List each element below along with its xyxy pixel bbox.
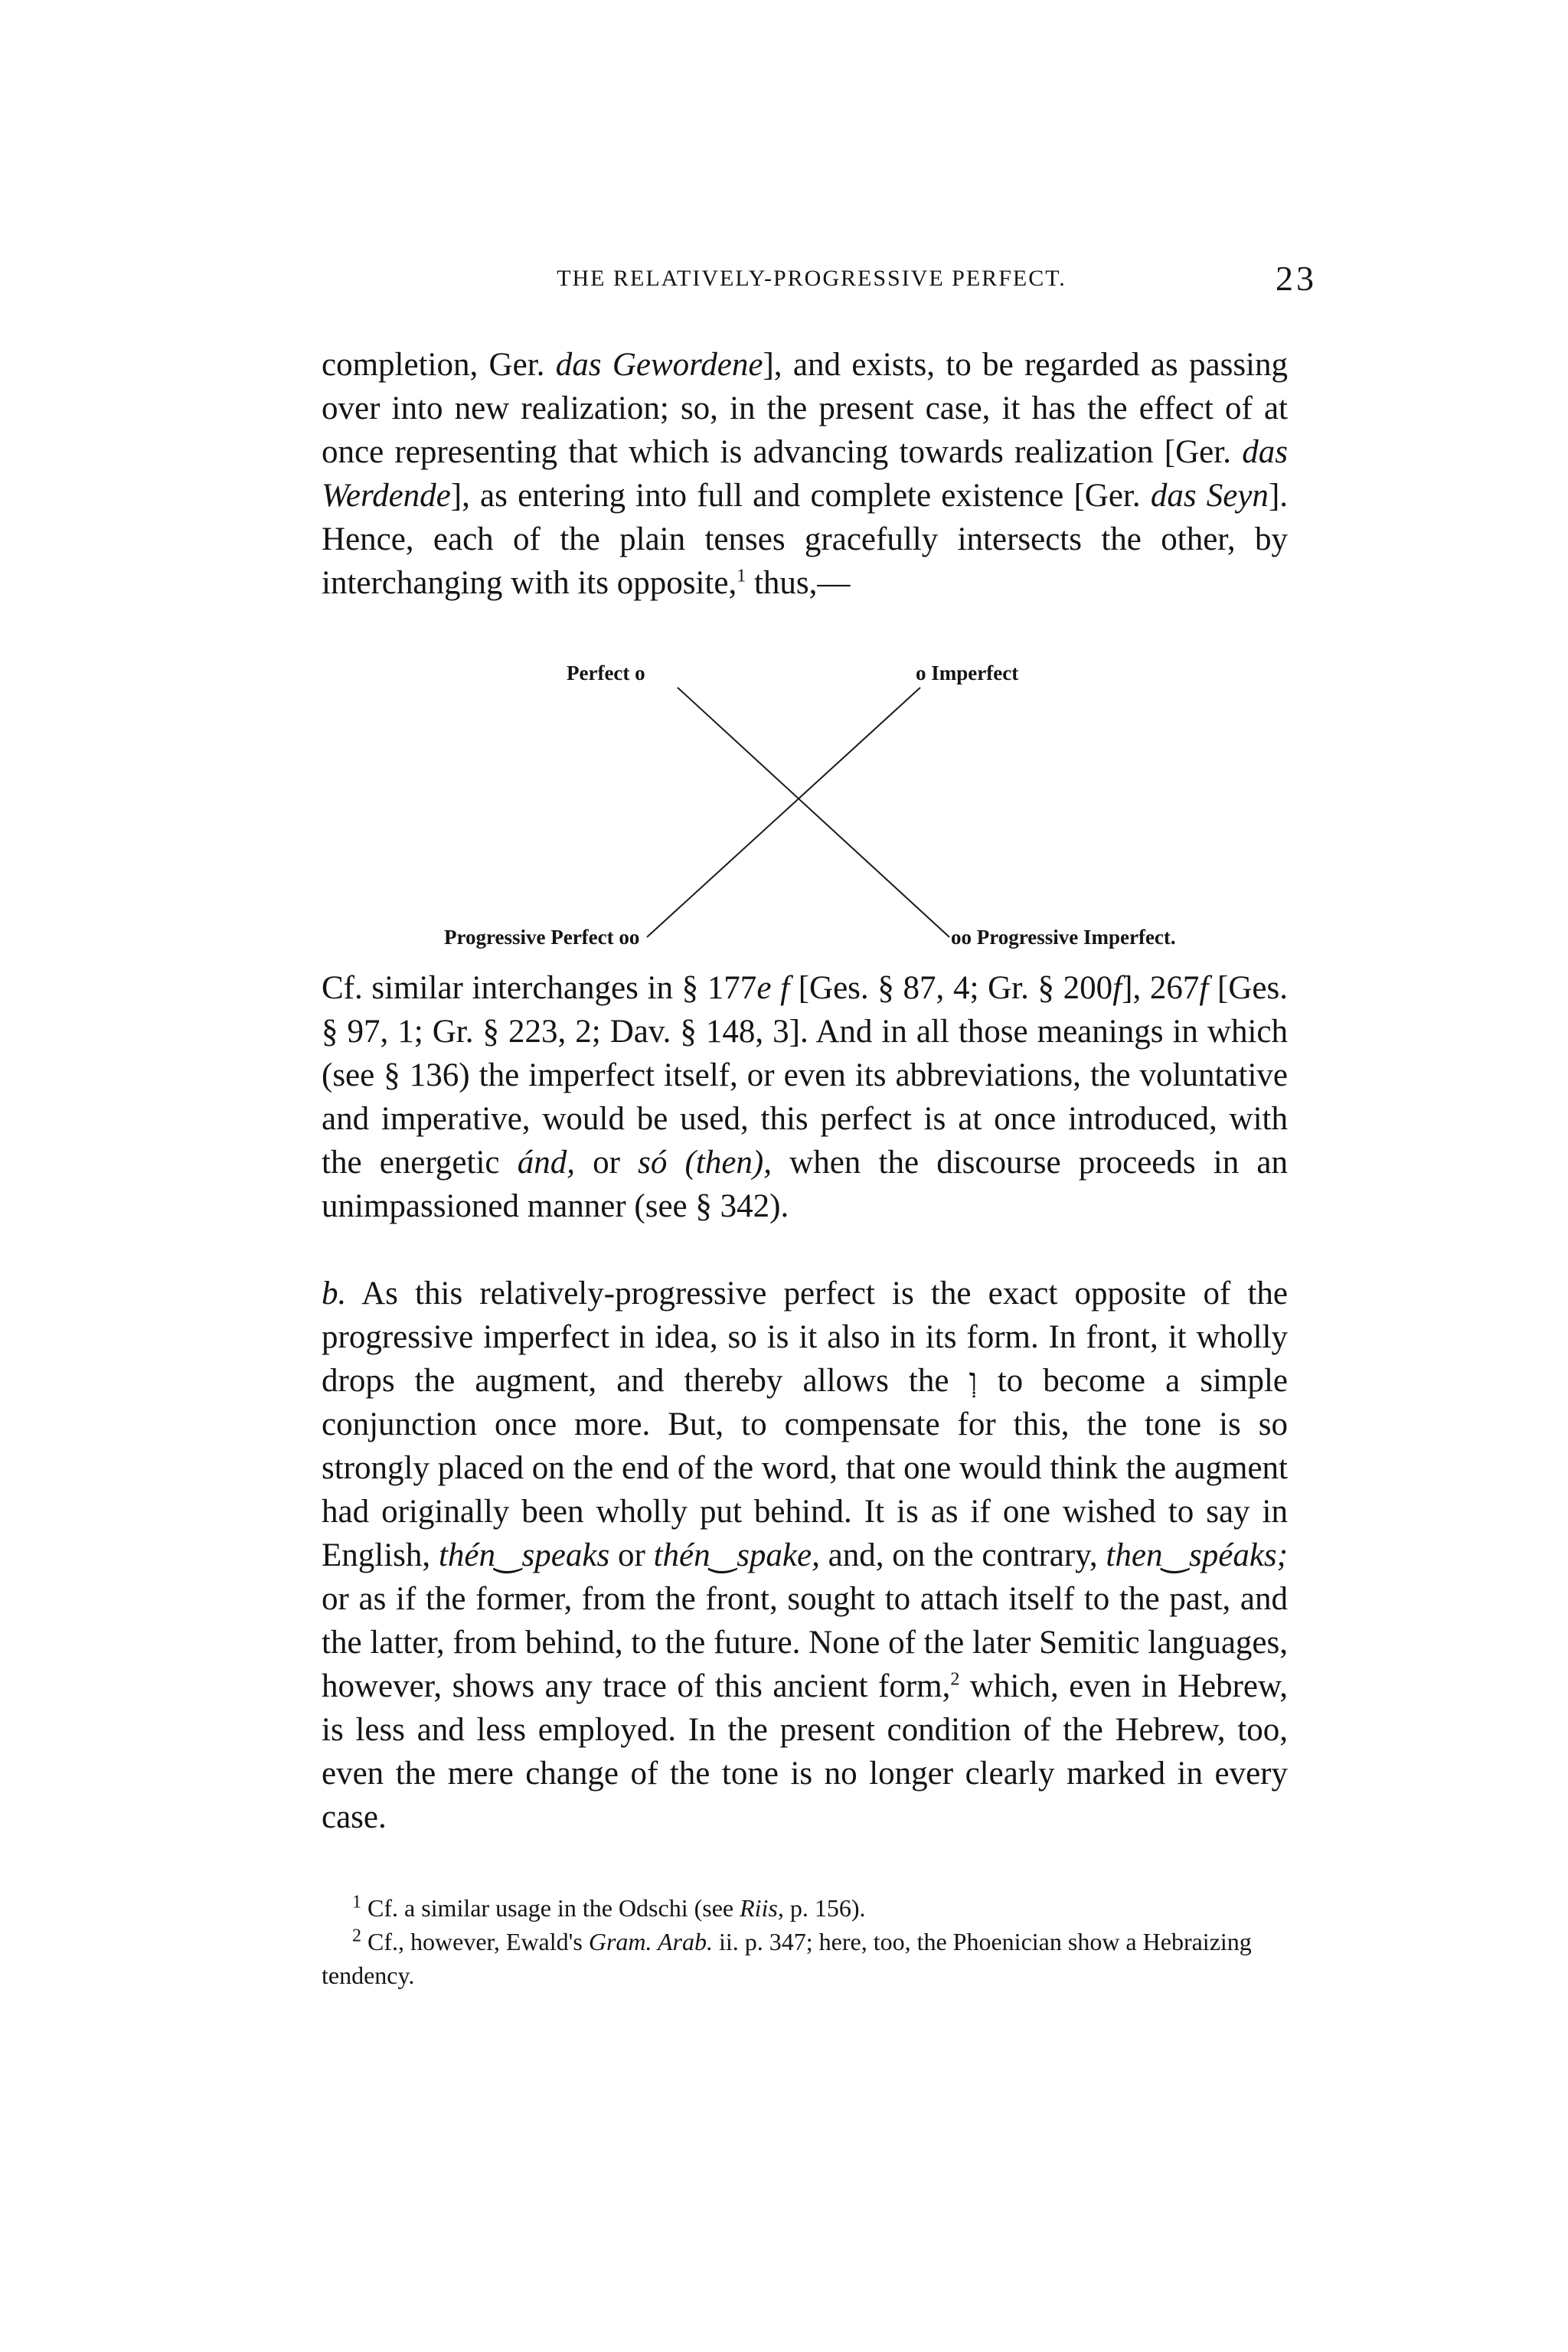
text-run: ], 267 xyxy=(1122,970,1200,1006)
paragraph-3 xyxy=(322,1272,1288,1839)
example-phrase: then‿spéaks; xyxy=(1106,1537,1288,1573)
emphasis-word: ánd, xyxy=(517,1145,575,1181)
line-perfect-to-progressive-imperfect xyxy=(678,688,949,937)
text-run: when the discourse proceeds in an unimpassioned manner (see § 342). xyxy=(322,1145,1289,1224)
german-term: das Gewordene xyxy=(555,347,763,383)
german-term: das Werdende xyxy=(322,434,1288,514)
running-head xyxy=(322,256,1317,302)
text-run: or xyxy=(574,1145,639,1181)
text-run: to become a simple conjunction once more. But, to compensate for this, the tone is so strongly placed on the end of the word, that one would think the augment had originally been wholly put behind. It is as if one wished to say in English, xyxy=(322,1363,1288,1573)
text-run: Cf., however, Ewald's xyxy=(361,1928,589,1955)
footnote-ref: 1 xyxy=(737,566,746,586)
paragraph-2 xyxy=(322,966,1288,1228)
text-run: p. 156). xyxy=(783,1894,866,1922)
footnote-mark: 2 xyxy=(352,1926,361,1946)
text-run: Cf. a similar usage in the Odschi (see xyxy=(361,1894,740,1922)
footnotes xyxy=(322,1891,1288,1992)
text-run: [Ges. § 87, 4; Gr. § 200 xyxy=(789,970,1113,1006)
text-run: or xyxy=(609,1537,654,1573)
text-run: Cf. similar interchanges in § 177 xyxy=(322,970,757,1006)
german-term: das Seyn xyxy=(1150,478,1269,514)
label-perfect: Perfect o xyxy=(567,662,645,684)
paragraph-1 xyxy=(322,343,1288,605)
text-run: As this relatively-progressive perfect is the exact opposite of the progressive imperfect in idea, so is it also in its form. In front, it wholly drops the augment, and thereby allows the xyxy=(322,1276,1288,1399)
label-progressive-perfect: Progressive Perfect oo xyxy=(444,926,640,949)
text-run: which, even in Hebrew, is less and less employed. In the present condition of the Hebrew, too, even the mere change of the tone is no longer clearly marked in every case. xyxy=(322,1668,1288,1835)
text-run: ]. Hence, each of the plain tenses gracefully intersects the other, by interchanging with its opposite, xyxy=(322,478,1289,601)
emphasis-word: só (then), xyxy=(638,1145,772,1181)
section-subref: f xyxy=(1112,970,1122,1006)
label-progressive-imperfect: oo Progressive Imperfect. xyxy=(951,926,1176,949)
line-imperfect-to-progressive-perfect xyxy=(647,688,920,937)
text-run: ii. p. 347; here, too, the Phoenician show a Hebraizing tendency. xyxy=(322,1928,1252,1989)
tense-intersection-diagram xyxy=(429,662,1294,952)
text-run: or as if the former, from the front, sought to attach itself to the past, and the latter, from behind, to the future. None of the later Semitic languages, however, shows any trace of this ancient form, xyxy=(322,1581,1288,1704)
example-phrase: thén‿spake, xyxy=(653,1537,820,1573)
section-subref: e f xyxy=(756,970,790,1006)
text-run: completion, Ger. xyxy=(322,347,556,383)
section-subref: f xyxy=(1199,970,1209,1006)
cited-author: Riis, xyxy=(740,1894,784,1922)
example-phrase: thén‿speaks xyxy=(438,1537,610,1573)
page-number: 23 xyxy=(1276,259,1317,298)
text-run: [Ges. § 97, 1; Gr. § 223, 2; Dav. § 148, 3]. And in all those meanings in which (see § 136) the imperfect itself, or even its abbreviations, the voluntative and imperative, would be used, this perfect is at once introduced, with the energetic xyxy=(322,970,1288,1181)
footnote-1 xyxy=(322,1891,1288,1925)
footnote-2 xyxy=(322,1925,1288,1992)
footnote-ref: 2 xyxy=(950,1669,960,1690)
footnote-mark: 1 xyxy=(352,1892,361,1913)
text-run: ], and exists, to be regarded as passing over into new realization; so, in the present case, it has the effect of at once representing that which is advancing towards realization [Ger. xyxy=(322,347,1288,470)
text-run: thus,— xyxy=(746,565,851,601)
subsection-letter: b. xyxy=(322,1276,347,1312)
hebrew-glyph: וְ xyxy=(969,1363,978,1399)
text-run: ], as entering into full and complete existence [Ger. xyxy=(450,478,1151,514)
label-imperfect: o Imperfect xyxy=(916,662,1019,684)
cross-lines xyxy=(429,662,1294,952)
text-run: and, on the contrary, xyxy=(819,1537,1106,1573)
running-title: THE RELATIVELY-PROGRESSIVE PERFECT. xyxy=(557,266,1067,291)
cited-work: Gram. Arab. xyxy=(588,1928,713,1955)
